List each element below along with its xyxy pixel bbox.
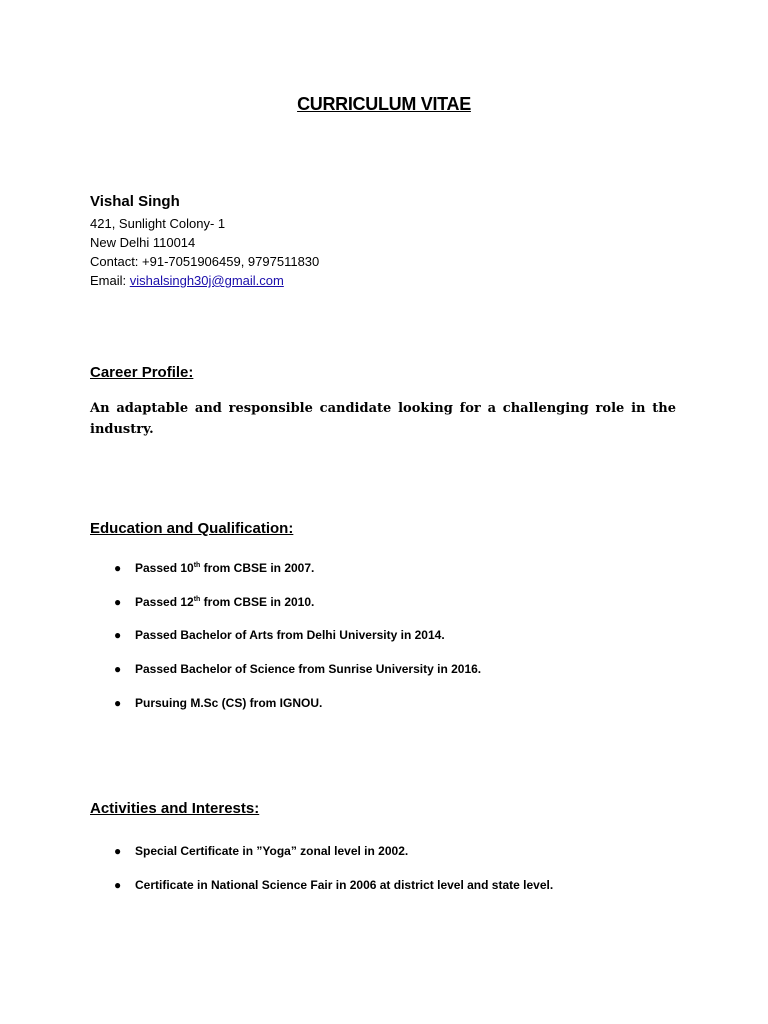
candidate-name: Vishal Singh — [90, 193, 180, 210]
bullet-icon: ● — [114, 662, 122, 676]
education-item: ● Passed Bachelor of Science from Sunrise University in 2016. — [114, 662, 482, 676]
email-link[interactable]: vishalsingh30j@gmail.com — [129, 273, 284, 288]
education-item: ● Pursuing M.Sc (CS) from IGNOU. — [114, 696, 323, 710]
contact-label: Contact: — [90, 254, 143, 269]
bullet-icon: ● — [114, 561, 122, 575]
email-line — [90, 271, 284, 290]
address-line-1: 421, Sunlight Colony- 1 — [90, 216, 226, 231]
address-line-2: New Delhi 110014 — [90, 235, 196, 250]
bullet-icon: ● — [114, 878, 122, 892]
contact-numbers: +91-7051906459, 9797511830 — [142, 254, 320, 269]
education-heading: Education and Qualification: — [90, 520, 294, 537]
education-item: ● Passed Bachelor of Arts from Delhi University in 2014. — [114, 628, 445, 642]
activity-item: ● Certificate in National Science Fair in 2006 at district level and state level. — [114, 878, 554, 892]
activities-heading: Activities and Interests: — [90, 800, 260, 817]
education-item: ● Passed 10th from CBSE in 2007. — [114, 561, 315, 575]
contact-line — [90, 252, 319, 271]
career-profile-heading: Career Profile: — [90, 364, 194, 381]
document-title: CURRICULUM VITAE — [297, 94, 471, 114]
activity-item: ● Special Certificate in ”Yoga” zonal level in 2002. — [114, 844, 409, 858]
career-profile-text: An adaptable and responsible candidate looking for a challenging role in the industry. — [90, 401, 676, 437]
bullet-icon: ● — [114, 628, 122, 642]
bullet-icon: ● — [114, 696, 122, 710]
email-label: Email: — [90, 273, 130, 288]
bullet-icon: ● — [114, 595, 122, 609]
bullet-icon: ● — [114, 844, 122, 858]
education-item: ● Passed 12th from CBSE in 2010. — [114, 595, 315, 609]
